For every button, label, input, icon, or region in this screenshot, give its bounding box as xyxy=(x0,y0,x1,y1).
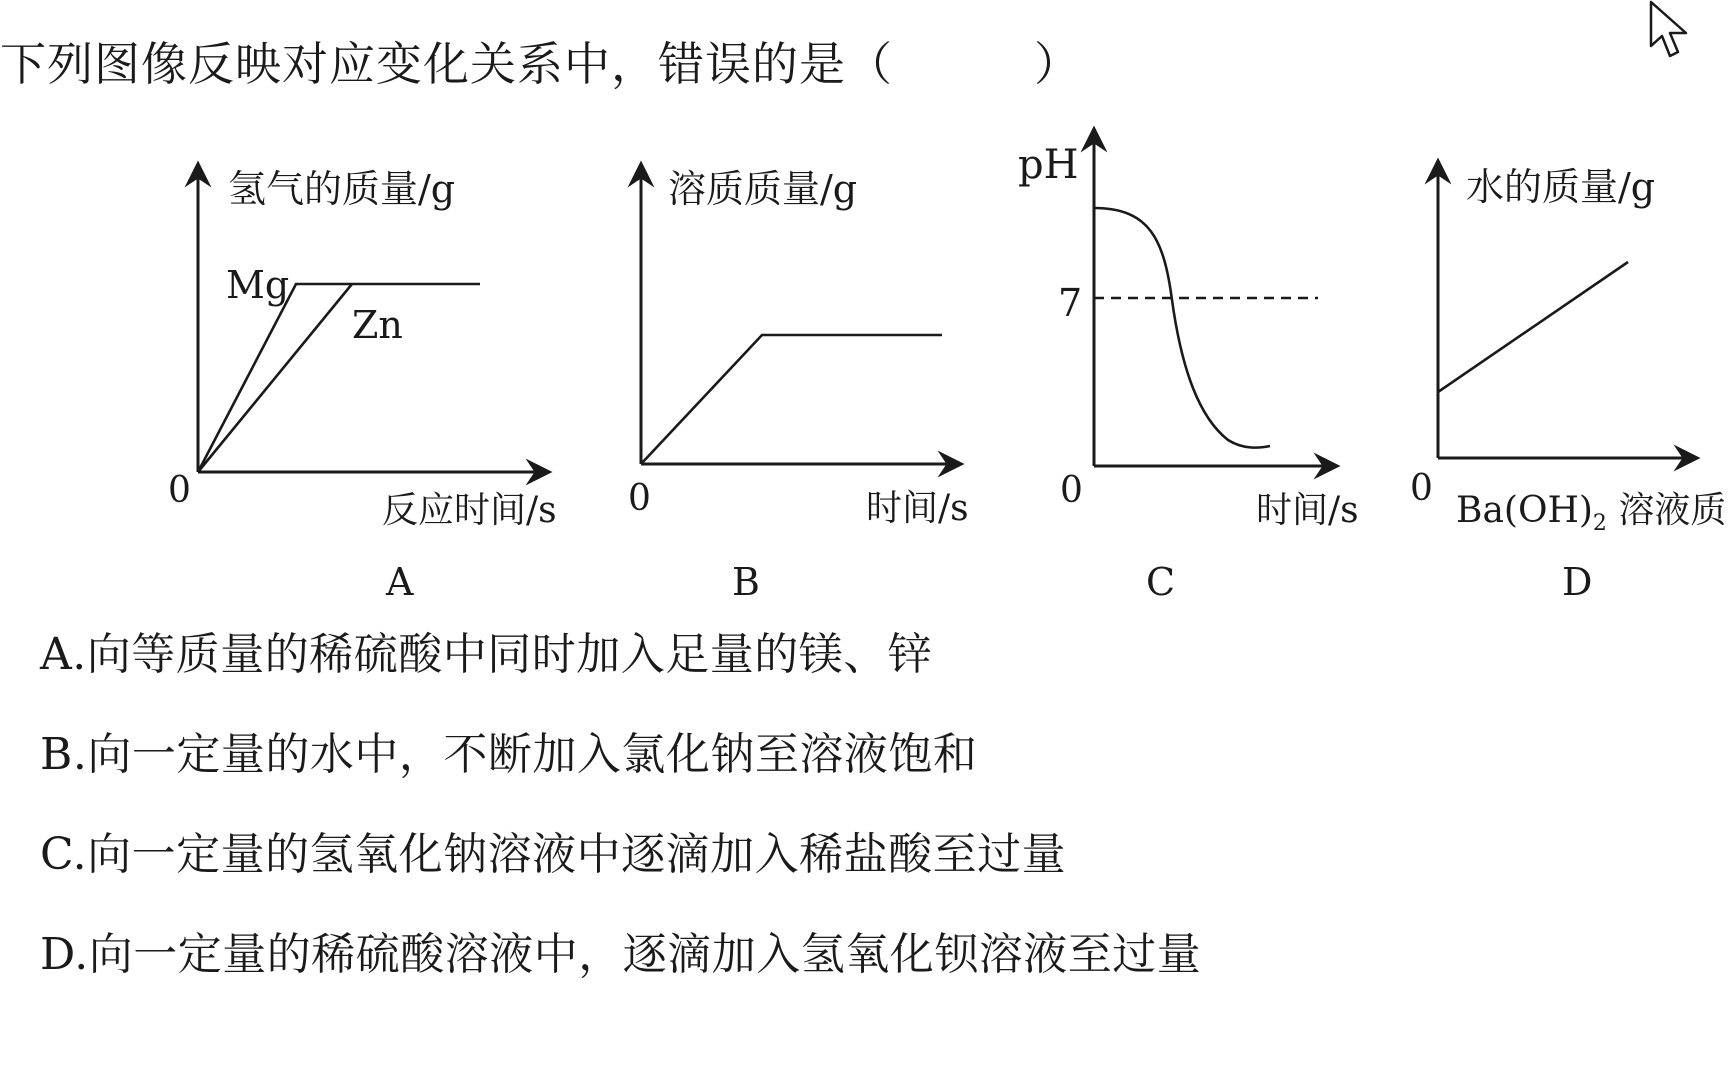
graph-d xyxy=(1410,162,1726,604)
graph-d-xlabel: $Ba(OH)_2$ 溶液质 xyxy=(1456,490,1727,536)
mouse-pointer-icon xyxy=(1648,0,1692,62)
graph-d-water-line xyxy=(1438,262,1628,392)
graph-c-origin: 0 xyxy=(1060,470,1083,511)
graph-b xyxy=(628,165,969,604)
graph-b-solute-line xyxy=(641,335,942,464)
graph-d-caption: D xyxy=(1562,560,1593,604)
graph-c-xlabel: 时间/s xyxy=(1256,490,1359,531)
graph-a xyxy=(168,165,557,604)
graph-a-ylabel: 氢气的质量/g xyxy=(228,167,456,211)
graph-a-mg-line xyxy=(198,284,480,472)
graph-c-ylabel: pH xyxy=(1018,142,1079,188)
graph-a-mg-label: Mg xyxy=(226,263,290,307)
graph-c-ph-curve xyxy=(1094,208,1270,448)
option-b: B.向一定量的水中，不断加入氯化钠至溶液饱和 xyxy=(40,729,978,780)
graph-d-origin: 0 xyxy=(1410,468,1433,509)
graph-c-caption: C xyxy=(1146,560,1176,604)
option-c: C.向一定量的氢氧化钠溶液中逐滴加入稀盐酸至过量 xyxy=(40,829,1067,880)
graph-b-xlabel: 时间/s xyxy=(866,488,969,529)
graph-a-zn-line xyxy=(198,284,352,472)
graph-b-caption: B xyxy=(732,560,760,604)
graph-c xyxy=(1018,130,1359,604)
question-stem: 下列图像反映对应变化关系中，错误的是（ ） xyxy=(0,37,1081,91)
graph-a-origin: 0 xyxy=(168,470,191,511)
graph-a-zn-label: Zn xyxy=(352,303,403,347)
graph-d-ylabel: 水的质量/g xyxy=(1466,165,1656,209)
graph-c-tick-7: 7 xyxy=(1058,281,1083,325)
answer-options xyxy=(40,625,1201,1025)
graph-a-caption: A xyxy=(386,560,414,604)
option-d: D.向一定量的稀硫酸溶液中，逐滴加入氢氧化钡溶液至过量 xyxy=(40,929,1202,980)
graph-a-xlabel: 反应时间/s xyxy=(382,490,557,531)
graph-b-ylabel: 溶质质量/g xyxy=(668,167,858,211)
graph-b-origin: 0 xyxy=(628,478,651,519)
option-a: A.向等质量的稀硫酸中同时加入足量的镁、锌 xyxy=(40,629,933,680)
